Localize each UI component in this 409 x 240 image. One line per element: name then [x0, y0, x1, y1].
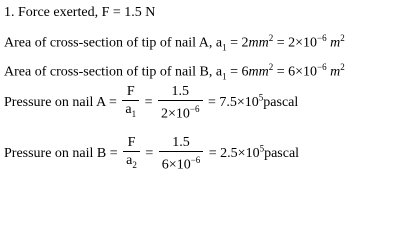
area-a-prefix: Area of cross-section of tip of nail A, a	[4, 35, 223, 51]
pressure-a-numeric-denominator	[158, 101, 202, 123]
pressure-a-denominator-subscript: 1	[131, 108, 137, 119]
pressure-a-result: = 7.5×10	[204, 95, 259, 111]
pressure-b-denominator-subscript: 2	[132, 159, 137, 170]
pressure-a-equals: =	[141, 95, 157, 111]
area-b-unit-mm-exponent: 2	[268, 62, 274, 72]
area-a-equals-value: = 2	[226, 35, 249, 51]
area-nail-a-statement	[4, 34, 345, 52]
pressure-b-result-exponent: 5	[259, 143, 265, 154]
pressure-a-numeric-fraction	[158, 83, 202, 123]
area-a-unit-mm: mm	[248, 35, 269, 51]
pressure-b-equals: =	[141, 146, 157, 162]
pressure-a-result-exponent: 5	[258, 92, 264, 103]
pressure-a-fraction-denominator	[122, 101, 139, 123]
pressure-a-fraction-numerator: F	[122, 83, 139, 101]
pressure-b-fraction-denominator	[123, 152, 140, 174]
area-a-si-exponent: −6	[317, 33, 327, 43]
area-b-unit-m: m	[326, 64, 341, 80]
pressure-nail-a-equation	[4, 83, 298, 123]
area-a-equals-si: = 2×10	[273, 35, 318, 51]
area-b-equals-value: = 6	[226, 64, 249, 80]
pressure-b-numeric-fraction	[159, 134, 203, 174]
pressure-b-denominator-symbol: a	[126, 153, 133, 168]
area-nail-b-statement	[4, 63, 345, 81]
area-b-prefix: Area of cross-section of tip of nail B, a	[4, 64, 223, 80]
area-b-unit-m-exponent: 2	[340, 62, 345, 72]
pressure-a-numeric-denominator-value: 2×10	[161, 106, 190, 122]
pressure-nail-b-equation	[4, 134, 299, 174]
pressure-a-numeric-numerator: 1.5	[158, 83, 202, 101]
area-b-equals-si: = 6×10	[273, 64, 318, 80]
pressure-b-numeric-numerator: 1.5	[159, 134, 203, 152]
pressure-a-symbolic-fraction	[122, 83, 139, 123]
area-a-unit-m: m	[326, 35, 341, 51]
pressure-b-symbolic-fraction	[123, 134, 140, 174]
pressure-b-numeric-denominator-exponent: −6	[190, 155, 201, 166]
area-b-unit-mm: mm	[248, 64, 269, 80]
force-text: 1. Force exerted, F = 1.5 N	[4, 5, 156, 20]
pressure-b-numeric-denominator	[159, 152, 203, 174]
pressure-b-fraction-numerator: F	[123, 134, 140, 152]
area-a-unit-mm-exponent: 2	[268, 33, 274, 43]
pressure-a-unit: pascal	[263, 95, 299, 111]
pressure-b-prefix: Pressure on nail B =	[4, 146, 122, 162]
area-a-subscript: 1	[222, 42, 227, 53]
pressure-a-prefix: Pressure on nail A =	[4, 95, 121, 111]
pressure-b-numeric-denominator-value: 6×10	[161, 157, 191, 173]
area-b-si-exponent: −6	[317, 62, 327, 72]
pressure-b-unit: pascal	[264, 146, 300, 162]
area-b-subscript: 1	[222, 71, 227, 82]
force-statement	[4, 6, 155, 20]
area-a-unit-m-exponent: 2	[340, 33, 345, 43]
pressure-b-result: = 2.5×10	[205, 146, 260, 162]
pressure-a-denominator-symbol: a	[125, 102, 132, 117]
pressure-a-numeric-denominator-exponent: −6	[189, 104, 200, 115]
